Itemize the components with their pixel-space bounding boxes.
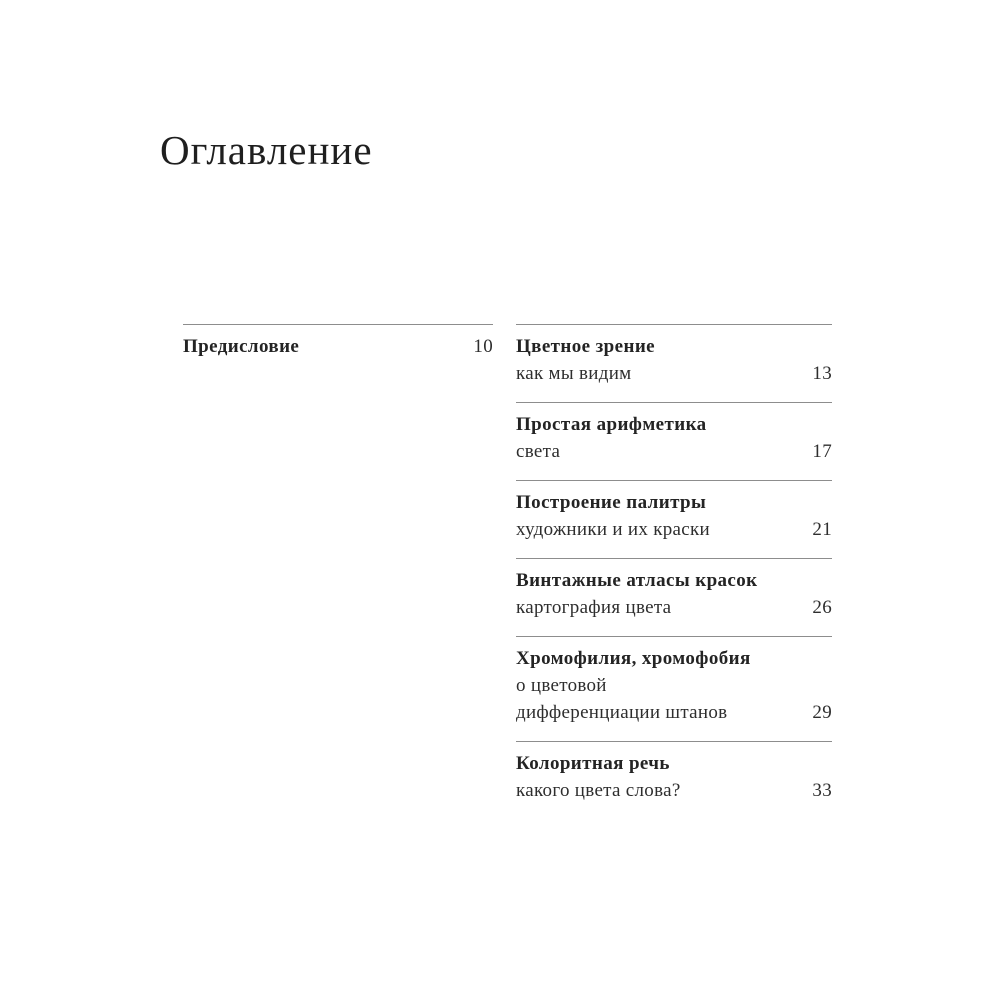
toc-entry-page-number: 21 (812, 519, 832, 540)
toc-entry-subtitle: художники и их краски (516, 519, 711, 540)
toc-entry-chromophilia (516, 636, 832, 741)
toc-entry-line (516, 594, 832, 621)
toc-entry-line (516, 516, 832, 543)
toc-entry-vintage-atlases (516, 558, 832, 636)
toc-entry-page-number: 10 (473, 336, 493, 357)
toc-entry-page-number: 33 (812, 780, 832, 801)
toc-entry-page-number: 17 (812, 441, 832, 462)
toc-left-column (183, 324, 493, 375)
toc-entry-subtitle: картография цвета (516, 597, 672, 618)
toc-entry-page-number: 13 (812, 363, 832, 384)
toc-entry-subtitle: какого цвета слова? (516, 780, 681, 801)
toc-entry-title: Простая арифметика (516, 414, 707, 435)
toc-entry-arithmetic-of-light (516, 402, 832, 480)
toc-right-column (516, 324, 832, 819)
toc-entry-page-number: 29 (812, 702, 832, 723)
toc-entry-line (183, 333, 493, 360)
toc-entry-subtitle: света (516, 441, 561, 462)
toc-entry-preface (183, 324, 493, 375)
toc-entry-subtitle: как мы видим (516, 363, 632, 384)
toc-entry-title: Хромофилия, хромофобия (516, 648, 751, 669)
toc-entry-colorful-speech (516, 741, 832, 819)
toc-entry-title: Колоритная речь (516, 753, 670, 774)
toc-entry-subtitle: дифференциации штанов (516, 702, 728, 723)
toc-entry-title: Цветное зрение (516, 336, 655, 357)
toc-entry-title: Винтажные атласы красок (516, 570, 758, 591)
toc-entry-line (516, 672, 832, 699)
toc-entry-subtitle: о цветовой (516, 675, 607, 696)
page-title: Оглавление (160, 127, 373, 174)
toc-entry-line (516, 699, 832, 726)
toc-entry-building-palette (516, 480, 832, 558)
toc-entry-line (516, 777, 832, 804)
toc-entry-line (516, 360, 832, 387)
toc-entry-line (516, 438, 832, 465)
toc-entry-page-number: 26 (812, 597, 832, 618)
toc-entry-title: Предисловие (183, 336, 300, 357)
toc-entry-title: Построение палитры (516, 492, 707, 513)
toc-entry-color-vision (516, 324, 832, 402)
